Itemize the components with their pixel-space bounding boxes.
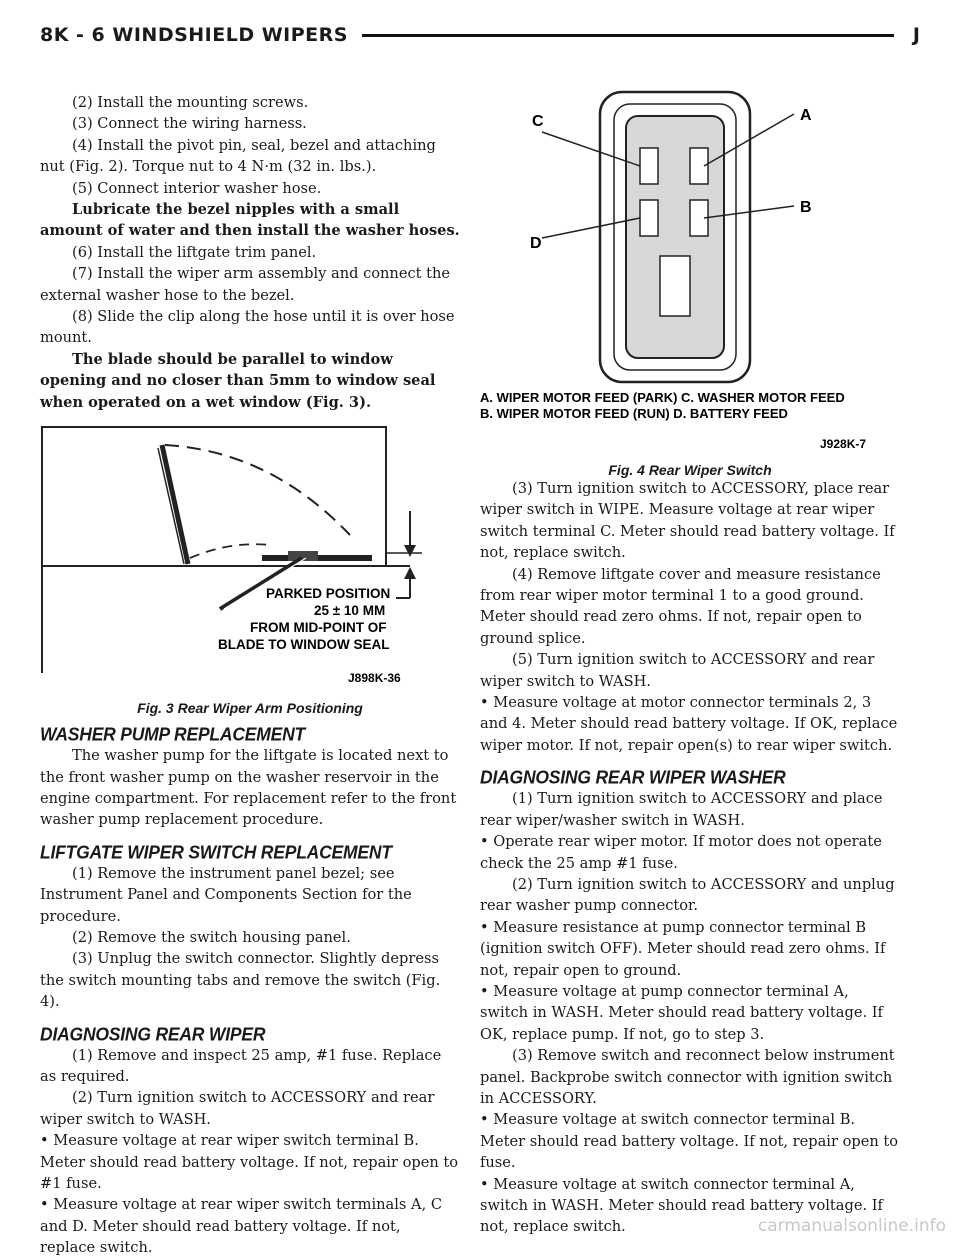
heading-switch-replacement: LIFTGATE WIPER SWITCH REPLACEMENT bbox=[40, 840, 392, 863]
fig3-label-2: 25 ± 10 MM bbox=[314, 603, 386, 619]
bullet-text: • Measure voltage at rear wiper switch terminal B. Meter should read battery voltage. If not, repair open to #1 fuse. bbox=[40, 1132, 459, 1192]
fig3-label-4: BLADE TO WINDOW SEAL bbox=[218, 637, 390, 653]
step-text: (2) Turn ignition switch to ACCESSORY and unplug rear washer pump connector. bbox=[480, 875, 895, 915]
edition-letter: J bbox=[912, 24, 920, 46]
bullet-text: • Operate rear wiper motor. If motor does not operate check the 25 amp #1 fuse. bbox=[480, 833, 882, 872]
terminal-d-label: D bbox=[530, 235, 542, 252]
watermark: carmanualsonline.info bbox=[757, 1216, 946, 1236]
step-text: (1) Turn ignition switch to ACCESSORY and place rear wiper/washer switch in WASH. bbox=[480, 790, 883, 829]
bullet-text: • Measure voltage at switch connector terminal A, switch in WASH. Meter should read battery voltage. If not, replace switch. bbox=[480, 1175, 883, 1236]
left-column bbox=[40, 92, 460, 1259]
step-text: (3) Remove switch and reconnect below instrument panel. Backprobe switch connector with ignition switch in ACCESSORY. bbox=[480, 1047, 895, 1107]
step-text: (7) Install the wiper arm assembly and connect the external washer hose to the bezel. bbox=[40, 265, 451, 304]
step-text: (6) Install the liftgate trim panel. bbox=[72, 243, 317, 261]
step-text: (4) Remove liftgate cover and measure resistance from rear wiper motor terminal 1 to a good ground. Meter should read zero ohms. If not, repair open to ground splice. bbox=[480, 565, 881, 647]
wiper-arm-diagram bbox=[40, 423, 460, 691]
fig4-legend-2: B. WIPER MOTOR FEED (RUN) D. BATTERY FEED bbox=[480, 406, 788, 421]
heading-diagnosing-wiper: DIAGNOSING REAR WIPER bbox=[40, 1022, 266, 1045]
note-text: Lubricate the bezel nipples with a small amount of water and then install the washer hoses. bbox=[40, 201, 460, 240]
step-text: (1) Remove the instrument panel bezel; see Instrument Panel and Components Section for the procedure. bbox=[40, 864, 412, 925]
step-text: (2) Remove the switch housing panel. bbox=[72, 928, 351, 946]
bullet-text: • Measure voltage at pump connector terminal A, switch in WASH. Meter should read battery voltage. If OK, replace pump. If not, go to step 3. bbox=[480, 982, 883, 1043]
figure-4 bbox=[480, 86, 900, 478]
figure-3 bbox=[40, 423, 460, 716]
section-title: 8K - 6 WINDSHIELD WIPERS bbox=[40, 24, 348, 46]
header-rule bbox=[362, 34, 894, 37]
step-text: (3) Turn ignition switch to ACCESSORY, place rear wiper switch in WIPE. Measure voltage at rear wiper switch terminal C. Meter should read battery voltage. If not, replace switch. bbox=[480, 480, 895, 562]
right-column bbox=[480, 86, 900, 1238]
fig3-code: J898K-36 bbox=[348, 671, 401, 686]
heading-washer-pump: WASHER PUMP REPLACEMENT bbox=[40, 723, 306, 745]
page-header bbox=[40, 18, 920, 58]
step-text: (3) Unplug the switch connector. Slightly depress the switch mounting tabs and remove the switch (Fig. 4). bbox=[40, 950, 441, 1011]
fig4-code: J928K-7 bbox=[820, 437, 867, 451]
terminal-a-label: A bbox=[800, 107, 812, 124]
figure-3-caption: Fig. 3 Rear Wiper Arm Positioning bbox=[137, 699, 363, 716]
step-text: (5) Turn ignition switch to ACCESSORY and rear wiper switch to WASH. bbox=[480, 651, 875, 690]
step-text: (3) Connect the wiring harness. bbox=[72, 115, 307, 133]
bullet-text: • Measure resistance at pump connector terminal B (ignition switch OFF). Meter should read zero ohms. If not, repair open to ground. bbox=[480, 918, 886, 979]
bullet-text: • Measure voltage at motor connector terminals 2, 3 and 4. Meter should read battery voltage. If OK, replace wiper motor. If not, repair open(s) to rear wiper switch. bbox=[480, 694, 898, 754]
fig4-legend-1: A. WIPER MOTOR FEED (PARK) C. WASHER MOTOR FEED bbox=[480, 390, 845, 405]
bullet-text: • Measure voltage at switch connector terminal B. Meter should read battery voltage. If not, repair open to fuse. bbox=[480, 1111, 899, 1172]
heading-diagnosing-washer: DIAGNOSING REAR WIPER WASHER bbox=[480, 766, 786, 789]
bullet-text: • Measure voltage at rear wiper switch terminals A, C and D. Meter should read battery voltage. If not, replace switch. bbox=[40, 1196, 443, 1257]
step-text: (4) Install the pivot pin, seal, bezel and attaching nut (Fig. 2). Torque nut to 4 N·m (32 in. lbs.). bbox=[40, 136, 436, 176]
fig3-label-3: FROM MID-POINT OF bbox=[250, 620, 387, 636]
fig3-label-1: PARKED POSITION bbox=[266, 586, 391, 602]
step-text: (5) Connect interior washer hose. bbox=[72, 179, 322, 197]
paragraph: The washer pump for the liftgate is located next to the front washer pump on the washer reservoir in the engine compartment. For replacement refer to the front washer pump replacement procedure. bbox=[40, 747, 457, 829]
figure-4-caption: Fig. 4 Rear Wiper Switch bbox=[608, 462, 772, 479]
note-text: The blade should be parallel to window opening and no closer than 5mm to window seal when operated on a wet window (Fig. 3). bbox=[40, 350, 436, 411]
step-text: (2) Turn ignition switch to ACCESSORY and rear wiper switch to WASH. bbox=[40, 1089, 435, 1128]
terminal-c-label: C bbox=[532, 113, 544, 130]
step-text: (2) Install the mounting screws. bbox=[72, 94, 309, 111]
step-text: (8) Slide the clip along the hose until it is over hose mount. bbox=[40, 308, 455, 347]
step-text: (1) Remove and inspect 25 amp, #1 fuse. Replace as required. bbox=[40, 1046, 442, 1085]
rear-wiper-switch-diagram bbox=[480, 86, 900, 454]
terminal-b-label: B bbox=[800, 199, 812, 216]
